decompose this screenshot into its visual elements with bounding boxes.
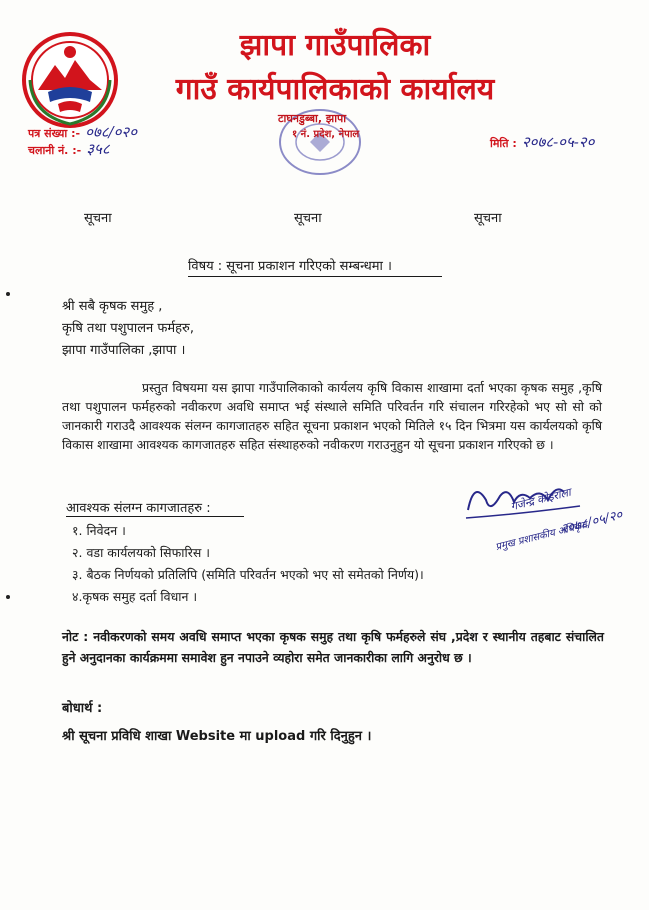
- signatory-designation: प्रमुख प्रशासकीय अधिकृत: [494, 519, 589, 554]
- dispatch-number-value: ३५८: [86, 140, 110, 158]
- dispatch-number-label: चलानी नं. :-: [28, 144, 82, 157]
- enclosures-heading: आवश्यक संलग्न कागजातहरु :: [66, 501, 211, 516]
- margin-dot: [6, 292, 10, 296]
- office-address: टाघनडुब्बा, झापा: [278, 112, 347, 125]
- cc-heading: बोधार्थ :: [62, 701, 103, 716]
- enclosure-item: ३. बैठक निर्णयको प्रतिलिपि (समिति परिवर्तन भएको भए सो समेतको निर्णय)।: [72, 567, 424, 582]
- letter-number-label: पत्र संख्या :-: [28, 127, 81, 140]
- office-subtitle: गाउँ कार्यपालिकाको कार्यालय: [175, 72, 495, 107]
- municipality-emblem-icon: [20, 30, 120, 130]
- office-name: झापा गाउँपालिका: [239, 28, 431, 63]
- date-label: मिति :: [490, 137, 517, 150]
- note-paragraph: नोट : नवीकरणको समय अवधि समाप्त भएका कृषक समुह तथा कृषि फर्महरुले संघ ,प्रदेश र स्थानीय तहबाट संचालित हुने अनुदानका कार्यक्रममा समावेश हुन नपाउने व्यहोरा समेत जानकारीका लागि अनुरोध छ ।: [62, 629, 604, 665]
- margin-dot: [6, 595, 10, 599]
- date-value: २०७८-०५-२०: [521, 133, 595, 151]
- dispatch-number-row: [28, 139, 110, 159]
- body-paragraph: प्रस्तुत विषयमा यस झापा गाउँपालिकाको कार्यलय कृषि विकास शाखामा दर्ता भएका कृषक समुह ,कृषि तथा पशुपालन फर्महरुको नवीकरण अवधि समाप्त भई संस्थाले समिति परिवर्तन गरि संचालन गरिरहेको भए सो सो को जानकारी गराउदै आवश्यक संलग्न कागजातहरु सहित सूचना प्रकाशन भएको मितिले १५ दिन भित्रमा यस कार्यलयको कृषि विकास शाखामा आवश्यक कागजातहरु सहित संस्थाहरुको नवीकरण गराउनुहुन यो सूचना प्रकाशन गरिएको छ ।: [62, 380, 602, 452]
- recipient-line-2: कृषि तथा पशुपालन फर्महरु,: [62, 321, 194, 336]
- notice-word-left: सूचना: [84, 211, 112, 226]
- subject-line: विषय : सूचना प्रकाशन गरिएको सम्बन्धमा ।: [188, 259, 392, 274]
- enclosure-item: ४.कृषक समुह दर्ता विधान ।: [72, 589, 198, 604]
- notice-word-center: सूचना: [294, 211, 322, 226]
- subject-underline: [188, 276, 442, 277]
- letter-number-value: ०७८/०२०: [85, 123, 137, 141]
- cc-line: श्री सूचना प्रविधि शाखा Website मा upload गरि दिनुहुन ।: [62, 729, 372, 744]
- enclosures-underline: [66, 516, 244, 517]
- recipient-line-3: झापा गाउँपालिका ,झापा ।: [62, 343, 186, 358]
- recipient-line-1: श्री सबै कृषक समुह ,: [62, 299, 163, 314]
- enclosure-item: २. वडा कार्यलयको सिफारिस ।: [72, 545, 210, 560]
- date-row: [490, 132, 594, 152]
- signature-date: २०७८/०५/२०: [559, 507, 625, 538]
- notice-word-right: सूचना: [474, 211, 502, 226]
- signatory-name: गजेन्द्र कोइराला: [509, 485, 573, 514]
- enclosure-item: १. निवेदन ।: [72, 523, 126, 538]
- office-province: १ नं. प्रदेश, नेपाल: [292, 129, 360, 140]
